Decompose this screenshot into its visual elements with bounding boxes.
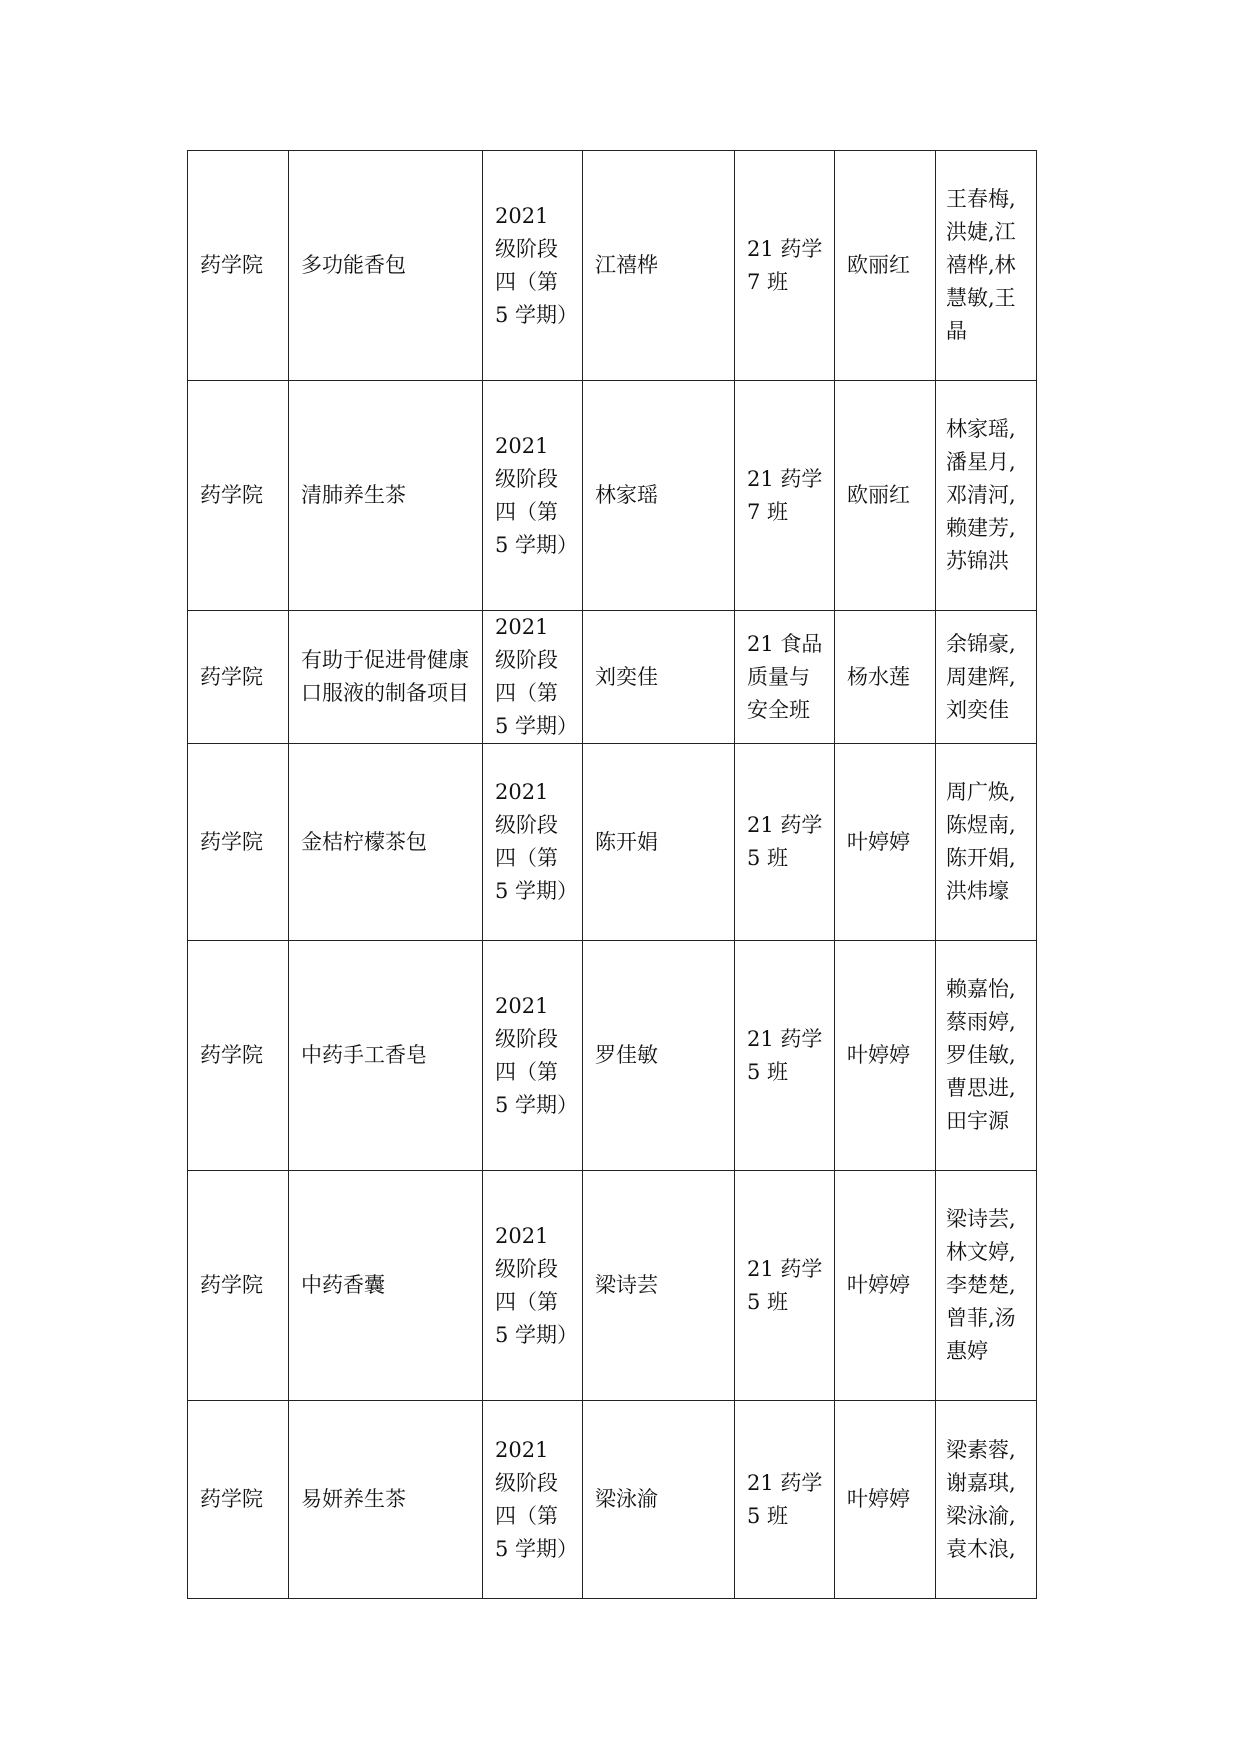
- class-cell: 21 食品质量与安全班: [735, 611, 835, 744]
- college-cell: 药学院: [188, 744, 289, 941]
- college-cell: 药学院: [188, 151, 289, 381]
- stage-cell: 2021 级阶段四（第 5 学期）: [483, 151, 583, 381]
- stage-cell: 2021 级阶段四（第 5 学期）: [483, 1171, 583, 1401]
- teacher-cell: 叶婷婷: [835, 744, 936, 941]
- stage-cell: 2021 级阶段四（第 5 学期）: [483, 1401, 583, 1599]
- project-cell: 中药香囊: [289, 1171, 483, 1401]
- leader-cell: 林家瑶: [583, 381, 735, 611]
- stage-cell: 2021 级阶段四（第 5 学期）: [483, 744, 583, 941]
- stage-cell: 2021 级阶段四（第 5 学期）: [483, 941, 583, 1171]
- teacher-cell: 欧丽红: [835, 151, 936, 381]
- class-cell: 21 药学 5 班: [735, 1401, 835, 1599]
- college-cell: 药学院: [188, 1171, 289, 1401]
- college-cell: 药学院: [188, 941, 289, 1171]
- class-cell: 21 药学 7 班: [735, 381, 835, 611]
- teacher-cell: 叶婷婷: [835, 1401, 936, 1599]
- class-cell: 21 药学 5 班: [735, 1171, 835, 1401]
- college-cell: 药学院: [188, 611, 289, 744]
- leader-cell: 罗佳敏: [583, 941, 735, 1171]
- teacher-cell: 欧丽红: [835, 381, 936, 611]
- table-row: [188, 1171, 1037, 1401]
- college-cell: 药学院: [188, 381, 289, 611]
- leader-cell: 陈开娟: [583, 744, 735, 941]
- leader-cell: 江禧桦: [583, 151, 735, 381]
- leader-cell: 刘奕佳: [583, 611, 735, 744]
- members-cell: 周广焕,陈煜南,陈开娟,洪炜壕: [936, 744, 1037, 941]
- table-row: [188, 1401, 1037, 1599]
- college-cell: 药学院: [188, 1401, 289, 1599]
- teacher-cell: 叶婷婷: [835, 941, 936, 1171]
- project-cell: 易妍养生茶: [289, 1401, 483, 1599]
- stage-cell: 2021 级阶段四（第 5 学期）: [483, 381, 583, 611]
- class-cell: 21 药学 7 班: [735, 151, 835, 381]
- members-cell: 林家瑶,潘星月,邓清河,赖建芳,苏锦洪: [936, 381, 1037, 611]
- members-cell: 赖嘉怡,蔡雨婷,罗佳敏,曹思进,田宇源: [936, 941, 1037, 1171]
- project-cell: 有助于促进骨健康口服液的制备项目: [289, 611, 483, 744]
- members-cell: 梁素蓉,谢嘉琪,梁泳渝,袁木浪,: [936, 1401, 1037, 1599]
- table-row: [188, 151, 1037, 381]
- leader-cell: 梁诗芸: [583, 1171, 735, 1401]
- project-cell: 中药手工香皂: [289, 941, 483, 1171]
- class-cell: 21 药学 5 班: [735, 941, 835, 1171]
- teacher-cell: 杨水莲: [835, 611, 936, 744]
- project-cell: 金桔柠檬茶包: [289, 744, 483, 941]
- members-cell: 梁诗芸,林文婷,李楚楚,曾菲,汤惠婷: [936, 1171, 1037, 1401]
- table-row: [188, 744, 1037, 941]
- table-row: [188, 381, 1037, 611]
- table-row: [188, 611, 1037, 744]
- project-table: [187, 150, 1037, 1599]
- members-cell: 王春梅,洪婕,江禧桦,林慧敏,王晶: [936, 151, 1037, 381]
- stage-cell: 2021 级阶段四（第 5 学期）: [483, 611, 583, 744]
- project-cell: 多功能香包: [289, 151, 483, 381]
- leader-cell: 梁泳渝: [583, 1401, 735, 1599]
- class-cell: 21 药学 5 班: [735, 744, 835, 941]
- members-cell: 余锦豪,周建辉,刘奕佳: [936, 611, 1037, 744]
- table-row: [188, 941, 1037, 1171]
- teacher-cell: 叶婷婷: [835, 1171, 936, 1401]
- project-cell: 清肺养生茶: [289, 381, 483, 611]
